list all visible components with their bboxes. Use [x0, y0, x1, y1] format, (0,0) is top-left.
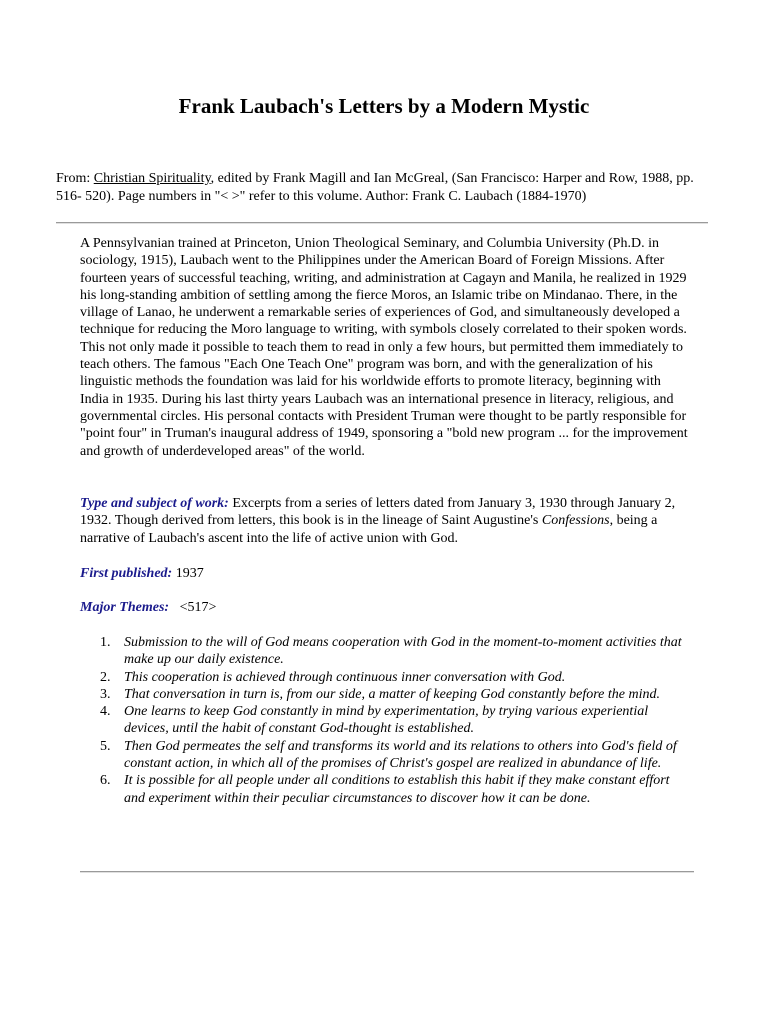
- source-suffix: , edited by Frank Magill and Ian McGreal, (San Francisco: Harper and Row, 1988, pp. 516- 520). Page numbers in "< >" refer to this volume. Author: Frank C. Laubach (1884-1970): [56, 171, 694, 204]
- list-item: [80, 634, 692, 669]
- list-item-number: 4.: [100, 704, 111, 720]
- first-published-value: 1937: [172, 566, 204, 581]
- list-item: [80, 738, 692, 773]
- major-themes-list: [80, 634, 692, 807]
- list-item: [80, 772, 692, 807]
- list-item-text: It is possible for all people under all conditions to establish this habit if they make constant effort and experiment within their peculiar circumstances to discover how it can be done.: [124, 773, 670, 806]
- major-themes-heading: [80, 599, 692, 616]
- source-prefix: From:: [56, 171, 94, 186]
- page-title: Frank Laubach's Letters by a Modern Mystic: [178, 94, 590, 118]
- list-item-text: Then God permeates the self and transforms its world and its relations to others into God's field of constant action, in which all of the promises of Christ's gospel are realized in abundance of life.: [124, 738, 677, 772]
- type-of-work-text-after: , being a narrative of Laubach's ascent into the life of active union with God.: [80, 513, 658, 546]
- list-item: [80, 686, 692, 703]
- major-themes-page-ref: <517>: [179, 600, 217, 615]
- list-item: [80, 703, 692, 738]
- first-published-paragraph: [80, 565, 692, 582]
- list-item-number: 1.: [100, 635, 111, 650]
- source-citation: [56, 170, 716, 206]
- list-item-text: That conversation in turn is, from our side, a matter of keeping God constantly before the mind.: [124, 686, 660, 702]
- type-of-work-text-before: Excerpts from a series of letters dated from January 3, 1930 through January 2, 1932. Though derived from letters, this book is in the lineage of Saint Augustine's: [80, 496, 676, 529]
- christian-spirituality-link[interactable]: Christian Spirituality: [93, 171, 211, 186]
- list-item-text: One learns to keep God constantly in mind by experimentation, by trying various experiential devices, until the habit of constant God-thought is established.: [124, 704, 649, 737]
- list-item-number: 3.: [100, 686, 111, 702]
- first-published-label: First published:: [80, 566, 173, 581]
- list-item-text: Submission to the will of God means cooperation with God in the moment-to-moment activities that make up our daily existence.: [124, 635, 682, 668]
- major-themes-label: Major Themes:: [80, 600, 170, 615]
- author-biography: A Pennsylvanian trained at Princeton, Union Theological Seminary, and Columbia University (Ph.D. in sociology, 1915), Laubach went to the Philippines under the American Board of Foreign Missions. After fourteen years of successful teaching, writing, and administration at Cagayn and Manila, he realized in 1929 his long-standing ambition of settling among the fierce Moros, an Islamic tribe on Mindanao. There, in the village of Lanao, he underwent a remarkable series of experiences of God, and simultaneously developed a technique for reducing the Moro language to writing, with symbols closely correlated to their spoken words. This not only made it possible to teach them to read in only a few hours, but permitted them immediately to teach others. The famous "Each One Teach One" program was born, and with the generalization of his linguistic methods the foundation was laid for his worldwide efforts to promote literacy, beginning with India in 1935. During his last thirty years Laubach was an international presence in literacy, religious, and governmental circles. His personal contacts with President Truman were thought to be partly responsible for "point four" in Truman's inaugural address of 1949, sponsoring a "bold new program ... for the improvement and growth of underdeveloped areas" of the world.: [80, 236, 688, 459]
- confessions-title: Confessions: [541, 513, 610, 529]
- bottom-divider: [80, 871, 694, 873]
- type-of-work-paragraph: [80, 495, 692, 547]
- top-divider: [56, 222, 708, 224]
- list-item-number: 5.: [100, 738, 111, 754]
- list-item: [80, 669, 692, 686]
- type-of-work-label: Type and subject of work:: [80, 496, 229, 511]
- list-item-number: 6.: [100, 773, 111, 789]
- list-item-text: This cooperation is achieved through continuous inner conversation with God.: [124, 669, 566, 685]
- list-item-number: 2.: [100, 669, 111, 685]
